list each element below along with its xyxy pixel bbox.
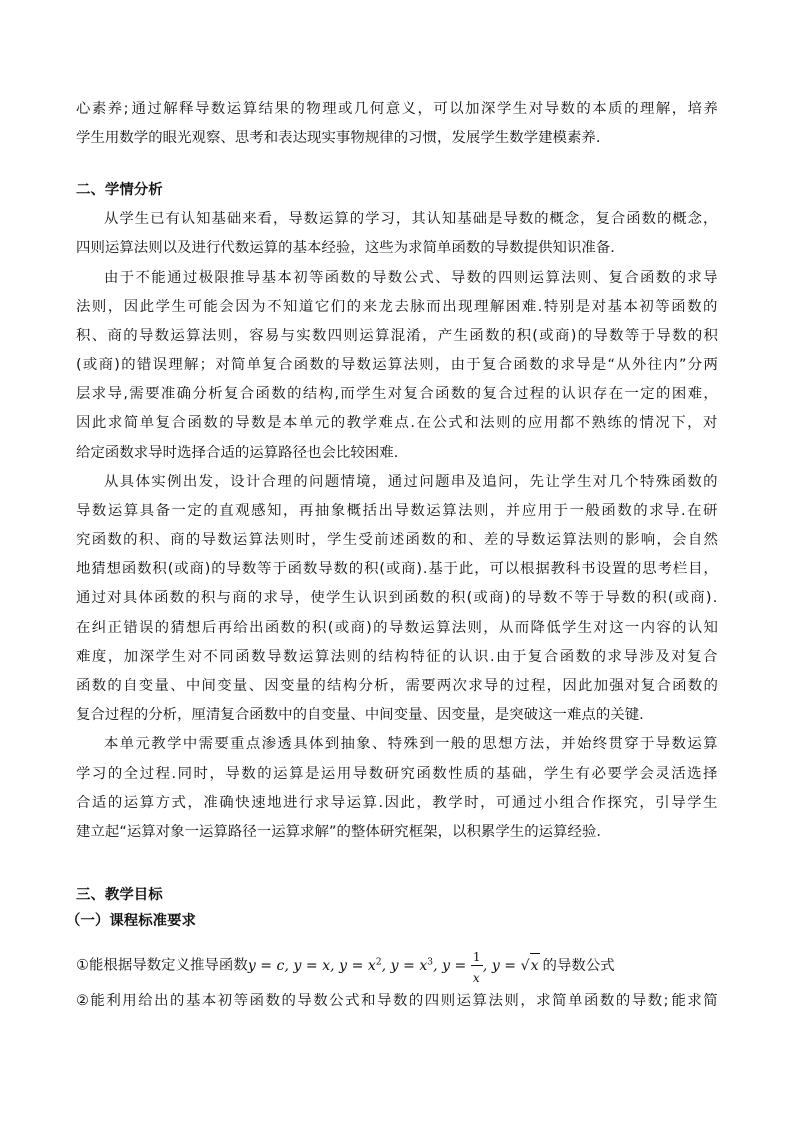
subsection-heading: （一）课程标准要求	[66, 913, 196, 929]
formula-part: , y =	[433, 957, 471, 974]
text-line: 因 此 求 简 单 复 合 函 数 的 导 数 是 本 单 元 的 教 学 难 点 . 在 公 式 和 法 则 的 应 用 都 不 熟 练 的 情 况 下 ， 对	[76, 415, 718, 431]
item-prefix: ①能根据导数定义推导函数	[76, 957, 248, 974]
text-line: 导 数 运 算 具 备 一 定 的 直 观 感 知 ， 再 抽 象 概 括 出 导 数 运 算 法 则 ， 并 应 用 于 一 般 函 数 的 求 导 . 在 研	[76, 503, 718, 519]
text-line: 难 度 ， 加 深 学 生 对 不 同 函 数 导 数 运 算 法 则 的 结 构 特 征 的 认 识 . 由 于 复 合 函 数 的 求 导 涉 及 对 复 合	[76, 649, 718, 665]
superscript: 2	[375, 957, 382, 967]
text-line: 学 习 的 全 过 程 . 同 时 ， 导 数 的 运 算 是 运 用 导 数 研 究 函 数 性 质 的 基 础 ， 学 生 有 必 要 学 会 灵 活 选 择	[76, 766, 718, 782]
formula-part: , y = x	[381, 957, 428, 974]
text-line: 合 适 的 运 算 方 式 ， 准 确 快 速 地 进 行 求 导 运 算 . 因 此 ， 教 学 时 ， 可 通 过 小 组 合 作 探 究 ， 引 导 学 生	[76, 795, 718, 811]
text-line: 函 数 的 自 变 量 、 中 间 变 量 、 因 变 量 的 结 构 分 析 ， 需 要 两 次 求 导 的 过 程 ， 因 此 加 强 对 复 合 函 数 的	[76, 678, 718, 694]
text-line: 究 函 数 的 积 、 商 的 导 数 运 算 法 则 时 ， 学 生 受 前 述 函 数 的 和 、 差 的 导 数 运 算 法 则 的 影 响 ， 会 自 然	[76, 532, 718, 548]
text-line: 层 求 导 , 需 要 准 确 分 析 复 合 函 数 的 结 构 , 而 学 生 对 复 合 函 数 的 复 合 过 程 的 认 识 存 在 一 定 的 困 难 ，	[76, 386, 718, 402]
list-item: ② 能 利 用 给 出 的 基 本 初 等 函 数 的 导 数 公 式 和 导 数 的 四 则 运 算 法 则 ， 求 简 单 函 数 的 导 数 ; 能 求 简	[76, 993, 718, 1009]
list-item	[76, 949, 615, 985]
text-line: 地 猜 想 函 数 积 ( 或 商 ) 的 导 数 等 于 函 数 导 数 的 积 ( 或 商 ) . 基 于 此 ， 可 以 根 据 教 科 书 设 置 的 思 考 栏 目 ，	[76, 561, 718, 577]
text-line: ( 或 商 ) 的 错 误 理 解 ； 对 简 单 复 合 函 数 的 导 数 运 算 法 则 ， 由 于 复 合 函 数 的 求 导 是 “ 从 外 往 内 ” 分 两	[76, 357, 718, 373]
fraction-denominator: x	[472, 970, 480, 985]
formula	[247, 949, 540, 985]
superscript: 3	[427, 957, 434, 967]
fraction-numerator: 1	[472, 949, 481, 964]
formula-part: = c, y = x, y = x	[255, 957, 376, 974]
section-heading: 二、学情分析	[76, 182, 163, 198]
text-line: 从 具 体 实 例 出 发 ， 设 计 合 理 的 问 题 情 境 ， 通 过 问 题 串 及 追 问 ， 先 让 学 生 对 几 个 特 殊 函 数 的	[104, 474, 718, 490]
section-heading: 三、教学目标	[76, 887, 163, 903]
text-line: 心 素 养 ; 通 过 解 释 导 数 运 算 结 果 的 物 理 或 几 何 意 义 ， 可 以 加 深 学 生 对 导 数 的 本 质 的 理 解 ， 培 养	[76, 101, 718, 117]
text-line: 从 学 生 已 有 认 知 基 础 来 看 ， 导 数 运 算 的 学 习 ， 其 认 知 基 础 是 导 数 的 概 念 ， 复 合 函 数 的 概 念 ，	[104, 211, 718, 227]
formula-part: , y =	[482, 957, 521, 974]
text-line: 建立起“运算对象一运算路径一运算求解”的整体研究框架，以积累学生的运算经验.	[76, 824, 602, 840]
formula-part: y	[247, 957, 256, 974]
text-line: 通 过 对 具 体 函 数 的 积 与 商 的 求 导 ， 使 学 生 认 识 到 函 数 的 积 ( 或 商 ) 的 导 数 不 等 于 导 数 的 积 ( 或 商 ) .	[76, 590, 718, 606]
text-line: 本 单 元 教 学 中 需 要 重 点 渗 透 具 体 到 抽 象 、 特 殊 到 一 般 的 思 想 方 法 ， 并 始 终 贯 穿 于 导 数 运 算	[104, 736, 718, 752]
sqrt-radicand: x	[530, 953, 540, 978]
text-line: 给定函数求导时选择合适的运算路径也会比较困难.	[76, 445, 399, 461]
text-line: 在 纠 正 错 误 的 猜 想 后 再 给 出 函 数 的 积 ( 或 商 ) 的 导 数 运 算 法 则 ， 从 而 降 低 学 生 对 这 一 内 容 的 认 知	[76, 620, 718, 636]
text-line: 积 、 商 的 导 数 运 算 法 则 ， 容 易 与 实 数 四 则 运 算 混 淆 ， 产 生 函 数 的 积 ( 或 商 ) 的 导 数 等 于 导 数 的 积	[76, 328, 718, 344]
text-line: 四则运算法则以及进行代数运算的基本经验，这些为求简单函数的导数提供知识准备.	[76, 240, 615, 256]
text-line: 学生用数学的眼光观察、思考和表达现实事物规律的习惯，发展学生数学建模素养.	[76, 130, 601, 146]
text-line: 法 则 ， 因 此 学 生 可 能 会 因 为 不 知 道 它 们 的 来 龙 去 脉 而 出 现 理 解 困 难 . 特 别 是 对 基 本 初 等 函 数 的	[76, 299, 718, 315]
sqrt-sign: √	[520, 957, 530, 974]
text-line: 复合过程的分析，厘清复合函数中的自变量、中间变量、因变量，是突破这一难点的关键.	[76, 707, 644, 723]
fraction	[471, 949, 483, 985]
text-line: 由 于 不 能 通 过 极 限 推 导 基 本 初 等 函 数 的 导 数 公 式 、 导 数 的 四 则 运 算 法 则 、 复 合 函 数 的 求 导	[104, 270, 718, 286]
item-suffix: 的导数公式	[542, 957, 615, 974]
